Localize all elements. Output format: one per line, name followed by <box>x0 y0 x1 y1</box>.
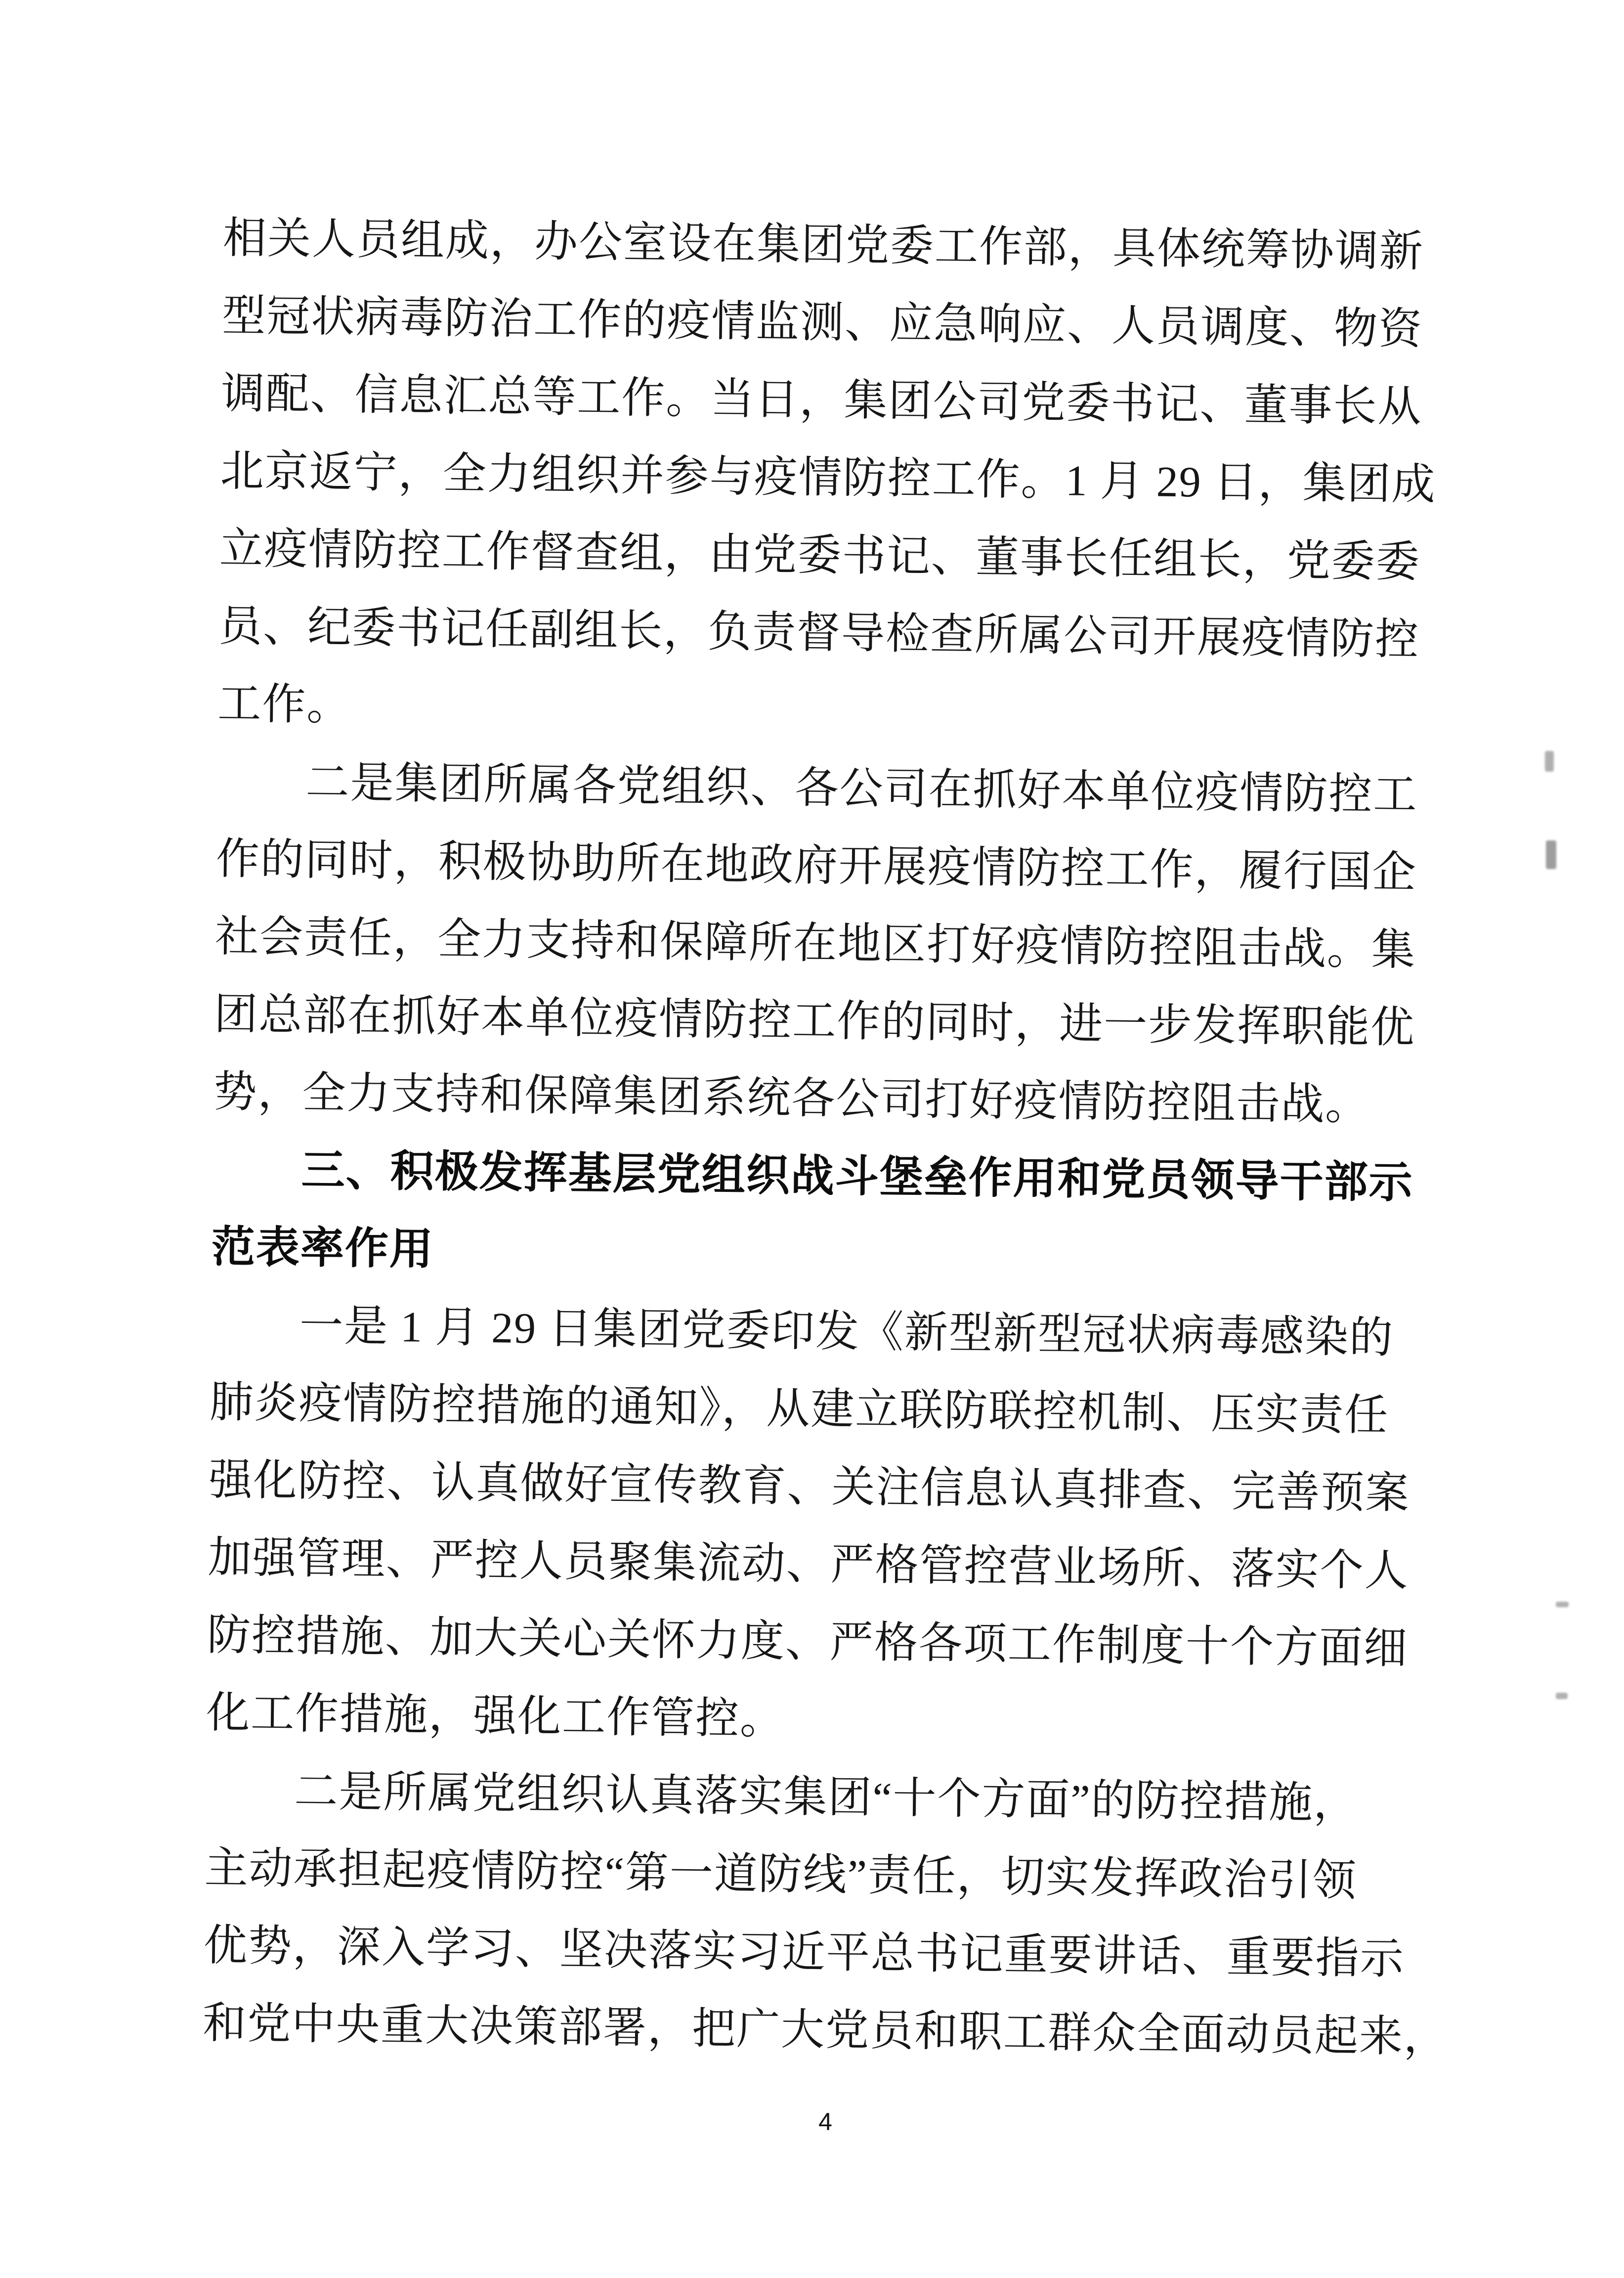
document-body <box>202 200 1449 2076</box>
text-line: 作的同时，积极协助所在地政府开展疫情防控工作，履行国企 <box>215 835 1417 897</box>
text-line: 优势，深入学习、坚决落实习近平总书记重要讲话、重要指示 <box>203 1922 1405 1984</box>
text-line: 社会责任，全力支持和保障所在地区打好疫情防控阻击战。集 <box>214 913 1416 975</box>
section-heading-line: 三、积极发挥基层党组织战斗堡垒作用和党员领导干部示 <box>301 1146 1414 1208</box>
text-line-paragraph-start: 二是所属党组织认真落实集团“十个方面”的防控措施， <box>294 1767 1359 1828</box>
scan-smudge <box>1545 751 1554 772</box>
text-line-paragraph-start: 一是 1 月 29 日集团党委印发《新型新型冠状病毒感染的 <box>299 1302 1394 1363</box>
text-line-paragraph-start: 二是集团所属各党组织、各公司在抓好本单位疫情防控工 <box>305 758 1418 820</box>
text-line: 防控措施、加大关心关怀力度、严格各项工作制度十个方面细 <box>207 1611 1409 1673</box>
text-line: 肺炎疫情防控措施的通知》，从建立联防联控机制、压实责任 <box>209 1378 1389 1440</box>
text-line: 强化防控、认真做好宣传教育、关注信息认真排查、完善预案 <box>209 1456 1410 1518</box>
text-line: 北京返宁，全力组织并参与疫情防控工作。1 月 29 日，集团成 <box>220 447 1437 509</box>
text-line: 员、纪委书记任副组长，负责督导检查所属公司开展疫情防控 <box>218 602 1420 664</box>
text-line: 相关人员组成，办公室设在集团党委工作部，具体统筹协调新 <box>222 214 1424 276</box>
section-heading-line: 范表率作用 <box>211 1223 434 1274</box>
text-line: 和党中央重大决策部署，把广大党员和职工群众全面动员起来， <box>202 1999 1449 2062</box>
scan-smudge <box>1546 840 1556 869</box>
scan-smudge <box>1556 1602 1569 1607</box>
text-line: 团总部在抓好本单位疫情防控工作的同时，进一步发挥职能优 <box>214 990 1415 1052</box>
text-line: 工作。 <box>217 680 351 730</box>
text-line: 主动承担起疫情防控“第一道防线”责任，切实发挥政治引领 <box>204 1844 1358 1906</box>
text-line: 型冠状病毒防治工作的疫情监测、应急响应、人员调度、物资 <box>221 292 1423 354</box>
text-line: 调配、信息汇总等工作。当日，集团公司党委书记、董事长从 <box>220 369 1422 432</box>
text-line: 加强管理、严控人员聚集流动、严格管控营业场所、落实个人 <box>208 1533 1410 1596</box>
page-number: 4 <box>818 2108 832 2136</box>
text-line: 立疫情防控工作督查组，由党委书记、董事长任组长，党委委 <box>219 525 1421 587</box>
text-line: 化工作措施，强化工作管控。 <box>206 1689 785 1744</box>
text-line: 势，全力支持和保障集团系统各公司打好疫情防控阻击战。 <box>213 1068 1370 1130</box>
scan-smudge <box>1556 1693 1568 1699</box>
